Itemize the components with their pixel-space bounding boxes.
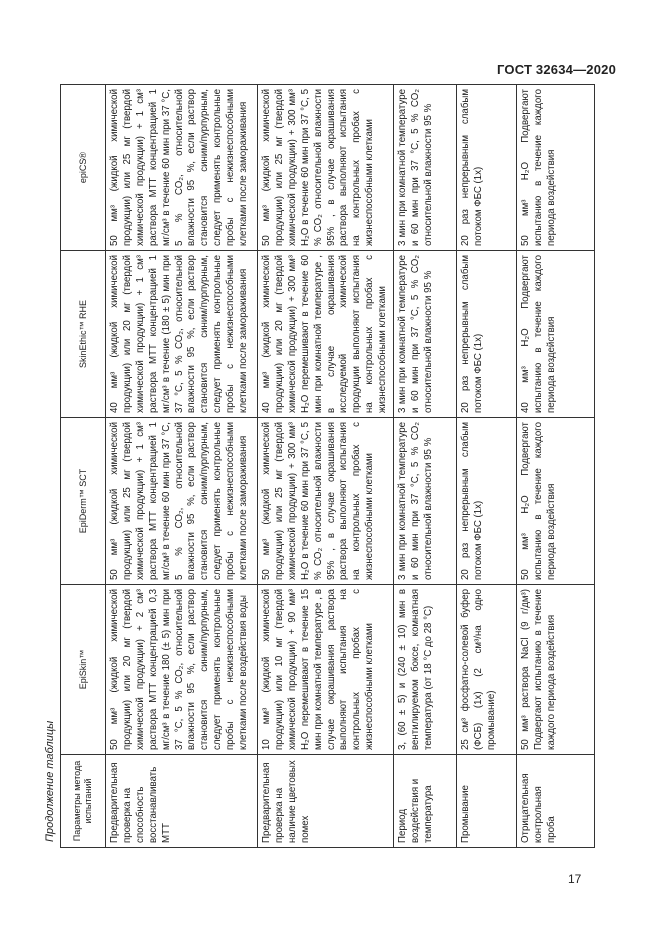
table-cell: 50 мм³ (жидкой химической продукции) или 25 мг (твердой химической продукции) + 300 мм³ H₂O в течение 60 мин при 37 °С, 5 % СО₂ относительной влажности 95% , в случае окрашивания раствора выполняют испытания на контрольных пробах с жизнеспособными клетками (258, 85, 394, 251)
rotated-table-container (60, 85, 587, 848)
row-param: Предварительная проверка на способность восстанавливать МТТ (106, 755, 258, 848)
header-epics: epiCS® (61, 85, 106, 251)
header-episkin: EpiSkin™ (61, 585, 106, 755)
header-epiderm: EpiDerm™ SCT (61, 418, 106, 585)
table-cell: 40 мм³ H₂O Подвергают испытанию в течение каждого периода воздействия (517, 251, 595, 418)
table-cell: 50 мм³ H₂O Подвергают испытанию в течение каждого периода воздействия (517, 418, 595, 585)
row-param: Промывание (457, 755, 517, 848)
table-cell: 50 мм³ (жидкой химической продукции) или 25 мг (твердой химической продукции) + 1 см³ раствора МТТ концентрацией 1 мг/см³ в течение 60 мин при 37 °С, 5 % СО₂, относительной влажности 95 %, если раствор становится синим/пурпурным, следует применять контрольные пробы с нежизнеспособными клетками после замораживания (106, 85, 258, 251)
table-cell: 3 мин при комнатной температуре и 60 мин при 37 °С, 5 % СО₂ относительной влажности 95 % (394, 251, 457, 418)
row-param: Предварительная проверка на наличие цветовых помех (258, 755, 394, 848)
table-cell: 10 мм³ (жидкой химической продукции) или 10 мг (твердой химической продукции) + 90 мм³ H₂O перемешивают в течение 15 мин при комнатной температуре , в случае окрашивания раствора выполняют испытания на контрольных пробах с жизнеспособными клетками (258, 585, 394, 755)
table-cell: 40 мм³ (жидкой химической продукции) или 20 мг (твердой химической продукции) + 1 см³ раствора МТТ концентрацией 1 мг/см³ в течение (180 ± 5) мин при 37 °С, 5 % СО₂, относительной влажности 95 %, если раствор становится синим/пурпурным, следует применять контрольные пробы с нежизнеспособными клетками после замораживания (106, 251, 258, 418)
page-number: 17 (568, 872, 582, 886)
header-parameters: Параметры метода испытаний (61, 755, 106, 848)
table-caption: Продолжение таблицы (44, 720, 56, 842)
test-parameters-table (60, 84, 595, 848)
table-cell: 50 мм³ (жидкой химической продукции) или 20 мг (твердой химической продукции) + 2 см³ раствора МТТ концентрацией 0,3 мг/см³ в течение 180 (± 5) мин при 37 °С, 5 % СО₂, относительной влажности 95 %, если раствор становится синим/пурпурным, следует применять контрольные пробы с нежизнеспособными клетками после воздействия воды (106, 585, 258, 755)
table-cell: 20 раз непрерывным слабым потоком ФБС (1x) (457, 251, 517, 418)
table-cell: 3, (60 ± 5) и (240 ± 10) мин в вентилируемом боксе, комнатная температура (от 18 °С до 28 °С) (394, 585, 457, 755)
table-cell: 3 мин при комнатной температуре и 60 мин при 37 °С, 5 % СО₂ относительной влажности 95 % (394, 85, 457, 251)
table-row (394, 85, 457, 848)
table-cell: 20 раз непрерывным слабым потоком ФБС (1x) (457, 418, 517, 585)
table-cell: 40 мм³ (жидкой химической продукции) или 20 мг (твердой химической продукции) + 300 мм³ H₂O перемешивают в течение 60 мин при комнатной температуре , в случае окрашивания исследуемой химической продукции выполняют испытания на контрольных пробах с жизнеспособными клетками (258, 251, 394, 418)
table-cell: 20 раз непрерывным слабым потоком ФБС (1x) (457, 85, 517, 251)
header-skinethic: SkinEthic™ RHE (61, 251, 106, 418)
table-cell: 50 мм³ раствора NaCl (9 г/дм³) Подвергают испытанию в течение каждого периода воздействия (517, 585, 595, 755)
table-cell: 25 см³ фосфатно-солевой буфер (ФСБ) (1x) (2 см³/на одно промывание) (457, 585, 517, 755)
table-row (106, 85, 258, 848)
table-row (258, 85, 394, 848)
row-param: Отрицательная контрольная проба (517, 755, 595, 848)
table-cell: 50 мм³ (жидкой химической продукции) или 25 мг (твердой химической продукции) + 1 см³ раствора МТТ концентрацией 1 мг/см³ в течение 60 мин при 37 °С, 5 % СО₂, относительной влажности 95 %, если раствор становится синим/пурпурным, следует применять контрольные пробы с нежизнеспособными клетками после замораживания (106, 418, 258, 585)
table-cell: 3 мин при комнатной температуре и 60 мин при 37 °С, 5 % СО₂ относительной влажности 95 % (394, 418, 457, 585)
table-cell: 50 мм³ H₂O Подвергают испытанию в течение каждого периода воздействия (517, 85, 595, 251)
table-cell: 50 мм³ (жидкой химической продукции) или 25 мг (твердой химической продукции) + 300 мм³ H₂O в течение 60 мин при 37 °С, 5 % СО₂ относительной влажности 95% , в случае окрашивания раствора выполняют испытания на контрольных пробах с жизнеспособными клетками (258, 418, 394, 585)
row-param: Период воздействия и температура (394, 755, 457, 848)
table-row (457, 85, 517, 848)
standard-number: ГОСТ 32634—2020 (497, 62, 616, 77)
table-header-row (61, 85, 106, 848)
table-row (517, 85, 595, 848)
